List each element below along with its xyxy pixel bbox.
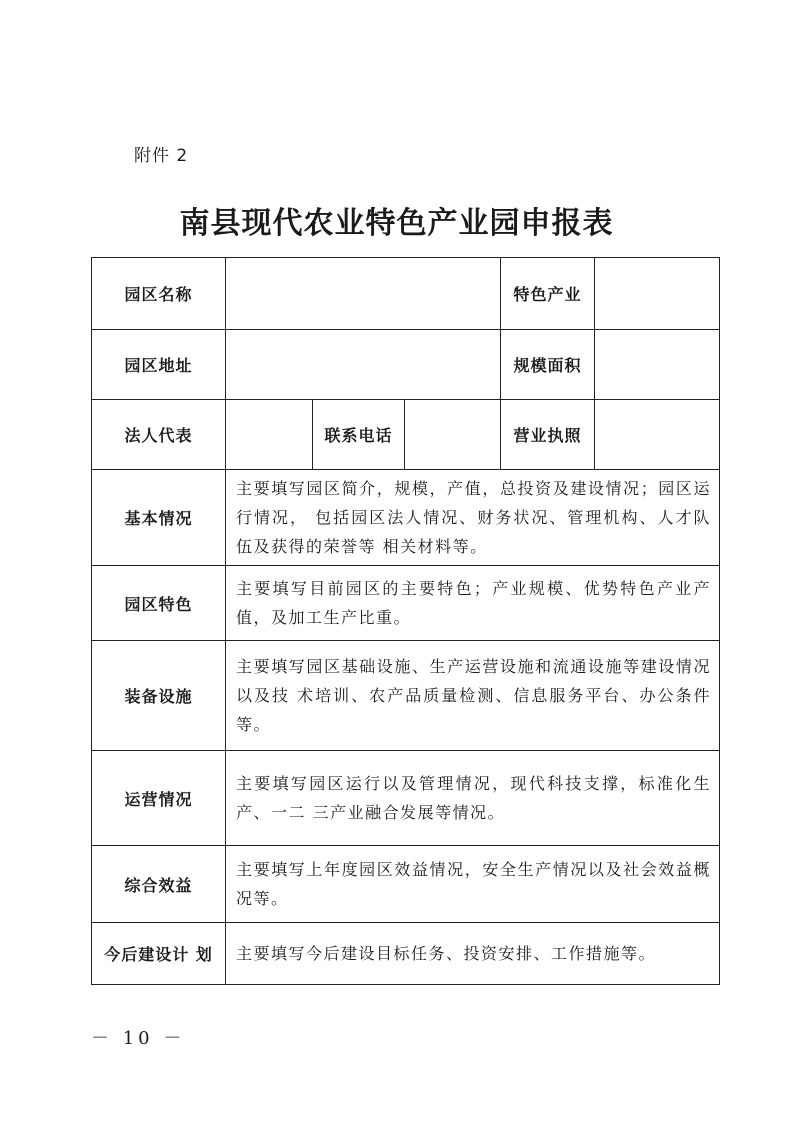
operations-field[interactable]: 主要填写园区运行以及管理情况，现代科技支撑，标准化生产、一二 三产业融合发展等情况。 <box>226 751 720 846</box>
operations-label: 运营情况 <box>92 751 226 846</box>
basic-info-label: 基本情况 <box>92 470 226 566</box>
future-plan-label: 今后建设计 划 <box>92 923 226 985</box>
featured-industry-field[interactable] <box>595 258 720 330</box>
benefits-label: 综合效益 <box>92 846 226 923</box>
table-row <box>92 751 720 846</box>
table-row <box>92 330 720 400</box>
equipment-field[interactable]: 主要填写园区基础设施、生产运营设施和流通设施等建设情况以及技 术培训、农产品质量检测、信息服务平台、办公条件等。 <box>226 641 720 751</box>
attachment-label: 附件 2 <box>134 146 189 166</box>
table-row <box>92 566 720 641</box>
page-number: － 10 － <box>91 1028 186 1049</box>
table-row <box>92 641 720 751</box>
featured-industry-label: 特色产业 <box>501 258 595 330</box>
park-features-field[interactable]: 主要填写目前园区的主要特色；产业规模、优势特色产业产值，及加工生产比重。 <box>226 566 720 641</box>
page-title: 南县现代农业特色产业园申报表 <box>179 206 614 241</box>
table-row <box>92 923 720 985</box>
application-form-table <box>91 257 720 985</box>
equipment-label: 装备设施 <box>92 641 226 751</box>
basic-info-field[interactable]: 主要填写园区简介，规模，产值，总投资及建设情况；园区运行情况， 包括园区法人情况、财务状况、管理机构、人才队伍及获得的荣誉等 相关材料等。 <box>226 470 720 566</box>
business-license-label: 营业执照 <box>501 400 595 470</box>
table-row <box>92 470 720 566</box>
table-row <box>92 846 720 923</box>
scale-area-label: 规模面积 <box>501 330 595 400</box>
legal-rep-label: 法人代表 <box>92 400 226 470</box>
park-features-label: 园区特色 <box>92 566 226 641</box>
park-name-label: 园区名称 <box>92 258 226 330</box>
table-row <box>92 400 720 470</box>
benefits-field[interactable]: 主要填写上年度园区效益情况，安全生产情况以及社会效益概况等。 <box>226 846 720 923</box>
contact-phone-field[interactable] <box>405 400 501 470</box>
contact-phone-label: 联系电话 <box>313 400 405 470</box>
scale-area-field[interactable] <box>595 330 720 400</box>
table-row <box>92 258 720 330</box>
park-address-label: 园区地址 <box>92 330 226 400</box>
park-address-field[interactable] <box>226 330 501 400</box>
business-license-field[interactable] <box>595 400 720 470</box>
legal-rep-field[interactable] <box>226 400 313 470</box>
park-name-field[interactable] <box>226 258 501 330</box>
future-plan-field[interactable]: 主要填写今后建设目标任务、投资安排、工作措施等。 <box>226 923 720 985</box>
